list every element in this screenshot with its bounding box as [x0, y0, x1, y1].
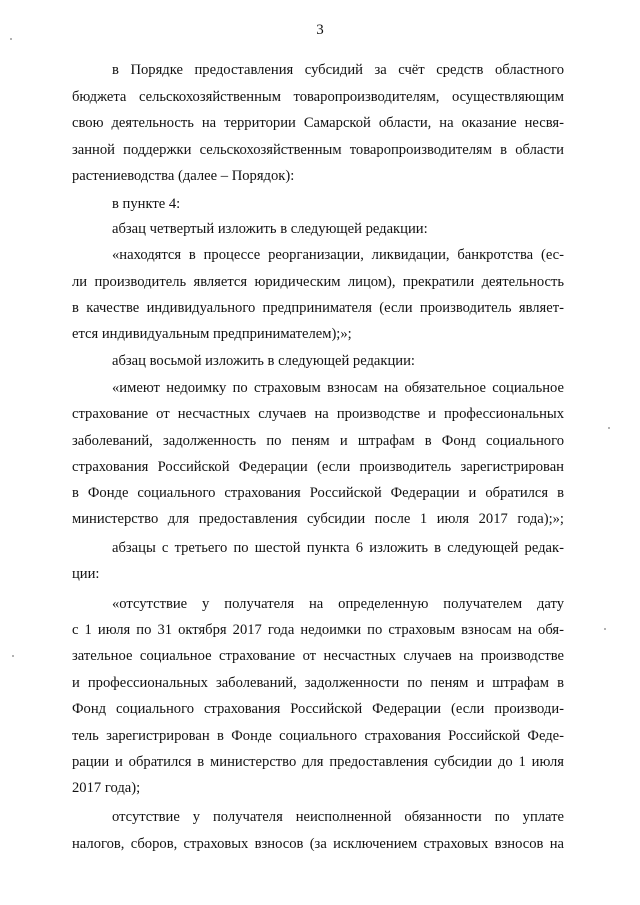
paragraph-line: ли производитель является юридическим лицом), прекратили деятельность	[72, 274, 564, 290]
paragraph-line: бюджета сельскохозяйственным товаропроизводителям, осуществляющим	[72, 89, 564, 105]
paragraph-line: Фонд социального страхования Российской Федерации (если производи-	[72, 701, 564, 717]
paragraph-line: министерство для предоставления субсидии после 1 июля 2017 года);»;	[72, 511, 564, 527]
paragraph-line: абзацы с третьего по шестой пункта 6 изложить в следующей редак-	[112, 540, 564, 556]
scan-speck	[10, 38, 12, 40]
paragraph-line: зательное социальное страхование от несчастных случаев на производстве	[72, 648, 564, 664]
paragraph-line: абзац восьмой изложить в следующей редакции:	[112, 353, 415, 369]
paragraph-line: «находятся в процессе реорганизации, ликвидации, банкротства (ес-	[112, 247, 564, 263]
scan-speck	[604, 628, 606, 630]
paragraph-line: налогов, сборов, страховых взносов (за исключением страховых взносов на	[72, 836, 564, 852]
paragraph-line: абзац четвертый изложить в следующей редакции:	[112, 221, 428, 237]
paragraph-line: занной поддержки сельскохозяйственным товаропроизводителям в области	[72, 142, 564, 158]
paragraph-line: страхование от несчастных случаев на производстве и профессиональных	[72, 406, 564, 422]
paragraph-line: отсутствие у получателя неисполненной обязанности по уплате	[112, 809, 564, 825]
paragraph-line: ется индивидуальным предпринимателем);»;	[72, 326, 352, 342]
paragraph-line: с 1 июля по 31 октября 2017 года недоимки по страховым взносам на обя-	[72, 622, 564, 638]
paragraph-line: в Порядке предоставления субсидий за счёт средств областного	[112, 62, 564, 78]
paragraph-line: в пункте 4:	[112, 196, 181, 212]
page-number: 3	[316, 22, 324, 38]
paragraph-line: заболеваний, задолженность по пеням и штрафам в Фонд социального	[72, 433, 564, 449]
paragraph-line: страхования Российской Федерации (если производитель зарегистрирован	[72, 459, 564, 475]
paragraph-line: «отсутствие у получателя на определенную получателем дату	[112, 596, 564, 612]
scan-speck	[608, 427, 610, 429]
paragraph-line: тель зарегистрирован в Фонде социального страхования Российской Феде-	[72, 728, 564, 744]
paragraph-line: растениеводства (далее – Порядок):	[72, 168, 295, 184]
paragraph-line: свою деятельность на территории Самарской области, на оказание несвя-	[72, 115, 564, 131]
paragraph-line: в качестве индивидуального предпринимателя (если производитель являет-	[72, 300, 564, 316]
paragraph-line: в Фонде социального страхования Российской Федерации и обратился в	[72, 485, 564, 501]
paragraph-line: 2017 года);	[72, 780, 141, 796]
paragraph-line: «имеют недоимку по страховым взносам на обязательное социальное	[112, 380, 564, 396]
scan-speck	[12, 655, 14, 657]
paragraph-line: рации и обратился в министерство для предоставления субсидии до 1 июля	[72, 754, 564, 770]
paragraph-line: ции:	[72, 566, 100, 582]
paragraph-line: и профессиональных заболеваний, задолженности по пеням и штрафам в	[72, 675, 564, 691]
